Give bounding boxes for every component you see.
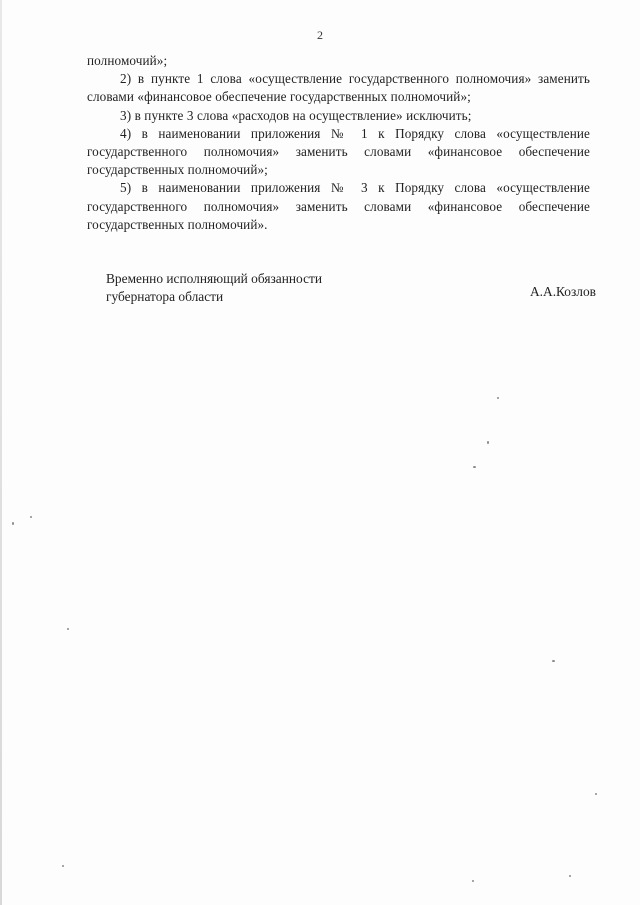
paragraph-item-5: 5) в наименовании приложения № 3 к Порядку слова «осуществление государственного полномочия» заменить словами «финансовое обеспечение государственных полномочий». — [87, 180, 590, 232]
scan-speck — [472, 880, 474, 882]
paragraph-continuation: полномочий»; — [87, 53, 168, 68]
page-number: 2 — [317, 28, 323, 42]
paragraph-item-4: 4) в наименовании приложения № 1 к Порядку слова «осуществление государственного полномочия» заменить словами «финансовое обеспечение государственных полномочий»; — [87, 125, 590, 178]
scan-speck — [497, 397, 499, 399]
scan-speck — [62, 865, 64, 867]
scan-speck — [12, 522, 14, 525]
paragraph-item-3: 3) в пункте 3 слова «расходов на осуществление» исключить; — [120, 107, 472, 123]
scan-speck — [67, 628, 69, 630]
signature-block — [106, 270, 596, 306]
scan-speck — [552, 660, 555, 662]
scan-speck — [473, 466, 476, 468]
signatory-name: А.А.Козлов — [530, 284, 596, 299]
scan-edge — [0, 0, 2, 905]
scan-speck — [595, 793, 597, 795]
signatory-title-line-1: Временно исполняющий обязанности — [106, 271, 323, 286]
document-body — [87, 52, 590, 234]
signatory-title-line-2: губернатора области — [106, 289, 224, 304]
scan-speck — [30, 516, 32, 518]
paragraph-item-2: 2) в пункте 1 слова «осуществление государственного полномочия» заменить словами «финансовое обеспечение государственных полномочий»; — [87, 71, 590, 105]
scan-speck — [487, 441, 489, 444]
scan-speck — [569, 875, 571, 877]
